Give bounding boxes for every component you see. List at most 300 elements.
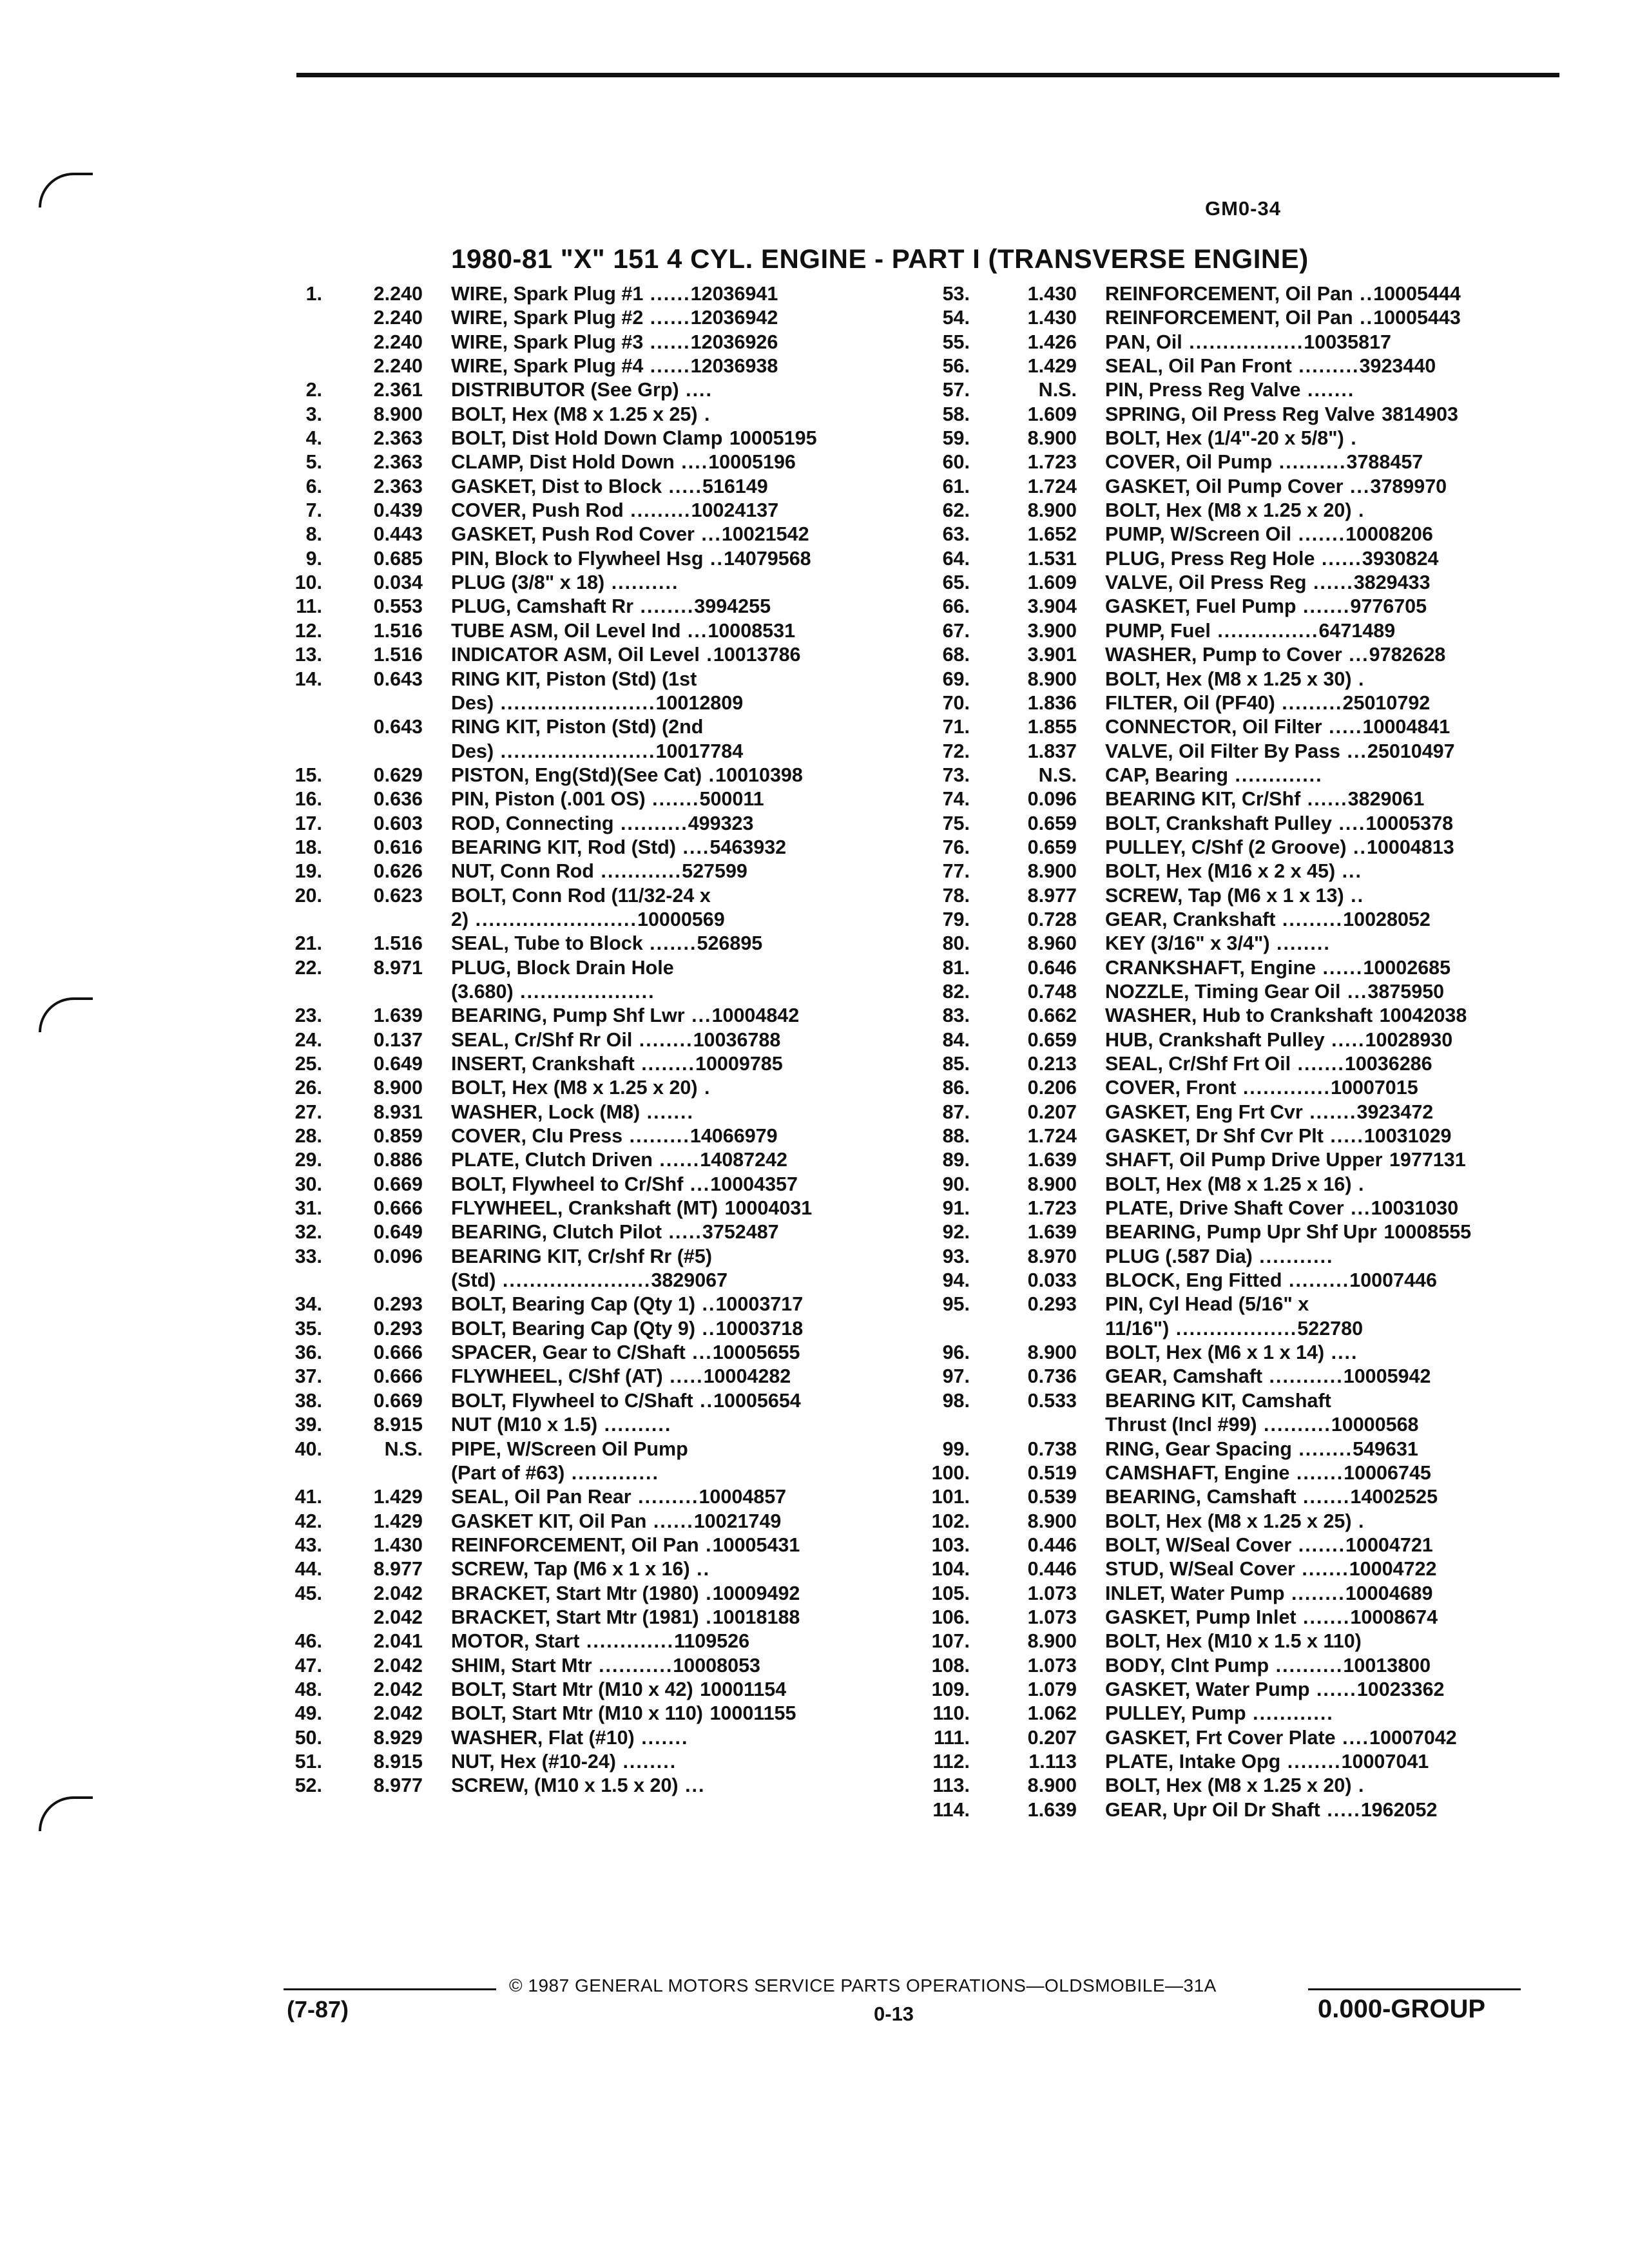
part-detail: Oil Pan	[1280, 307, 1353, 329]
part-description	[1105, 1341, 1556, 1365]
part-number: 522780	[1297, 1317, 1364, 1340]
item-number: 62.	[942, 499, 970, 522]
parts-row	[271, 403, 889, 427]
part-number: 1977131	[1389, 1149, 1466, 1171]
part-number: 10023362	[1356, 1678, 1445, 1700]
part-name: PISTON,	[451, 764, 530, 786]
item-number: 22.	[294, 956, 322, 979]
leader-dots: .	[1351, 1774, 1365, 1797]
item-number: 106.	[931, 1606, 970, 1628]
leader-dots: .....	[662, 1221, 702, 1244]
part-number: 14066979	[689, 1125, 778, 1148]
part-detail: Oil Pan	[573, 1510, 647, 1532]
leader-dots: ............	[593, 860, 682, 883]
leader-dots: ............	[1246, 1702, 1334, 1725]
part-description	[451, 427, 891, 450]
parts-row	[896, 1100, 1553, 1124]
part-number: 3788457	[1346, 451, 1423, 474]
group-number: 8.900	[1027, 1173, 1077, 1195]
group-number: 1.724	[1027, 1125, 1077, 1148]
part-number: 3923472	[1356, 1100, 1434, 1123]
part-description	[451, 1461, 891, 1485]
part-name: REINFORCEMENT,	[451, 1533, 626, 1556]
group-number: 1.113	[1028, 1750, 1077, 1773]
parts-row	[271, 619, 889, 643]
parts-row	[271, 1702, 889, 1725]
item-number: 11.	[296, 595, 322, 618]
part-detail: C/Shf (2 Groove)	[1186, 836, 1347, 858]
item-number: 56.	[942, 355, 970, 378]
group-number: 1.609	[1027, 572, 1077, 594]
part-number: 10036286	[1344, 1053, 1432, 1075]
part-name: SEAL,	[451, 1486, 509, 1508]
part-description	[1105, 740, 1556, 764]
parts-row	[896, 668, 1553, 691]
item-number: 39.	[294, 1414, 322, 1436]
parts-row	[271, 1510, 889, 1533]
part-detail: 11/16")	[1105, 1317, 1170, 1340]
part-name: GASKET,	[1105, 1678, 1191, 1700]
part-description	[451, 1389, 891, 1413]
part-description	[451, 1726, 891, 1750]
part-description	[1105, 1678, 1556, 1702]
parts-row	[896, 499, 1553, 523]
part-name: PLUG,	[451, 956, 512, 979]
group-number: 0.666	[373, 1365, 423, 1388]
part-name: GASKET,	[1105, 475, 1191, 497]
item-number: 25.	[294, 1053, 322, 1075]
parts-row	[271, 1269, 889, 1293]
parts-row	[271, 643, 889, 667]
part-number: 3752487	[702, 1221, 779, 1244]
group-number: 0.207	[1027, 1726, 1077, 1749]
item-number: 44.	[294, 1558, 322, 1581]
part-number: 10031029	[1364, 1125, 1452, 1148]
part-name: COVER,	[451, 1125, 526, 1148]
leader-dots: .	[699, 1533, 713, 1556]
part-number: 10024137	[691, 499, 779, 522]
group-number: 0.886	[373, 1149, 423, 1171]
part-name: PIN,	[451, 788, 490, 811]
leader-dots: ...	[1340, 740, 1367, 762]
group-number: 0.137	[373, 1028, 423, 1051]
group-number: 8.929	[373, 1726, 423, 1749]
part-number: 10008053	[673, 1654, 760, 1677]
parts-row	[271, 1654, 889, 1678]
part-number: 9782628	[1369, 644, 1446, 666]
parts-row	[271, 668, 889, 691]
part-description	[451, 1678, 891, 1702]
part-name: BOLT,	[1105, 860, 1161, 883]
part-number: 10005443	[1373, 307, 1461, 329]
part-description	[1105, 523, 1556, 546]
item-number: 105.	[931, 1582, 970, 1604]
leader-dots: ......	[1309, 1678, 1357, 1700]
part-detail: Tap (M6 x 1 x 13)	[1182, 884, 1344, 907]
part-number: 10005942	[1343, 1365, 1431, 1388]
part-description	[451, 1173, 891, 1196]
item-number: 76.	[942, 836, 970, 858]
item-number: 50.	[294, 1726, 322, 1749]
part-name: GASKET,	[1105, 1606, 1191, 1628]
part-number: 10009785	[695, 1053, 783, 1075]
part-description	[451, 1317, 891, 1341]
group-number: 0.616	[373, 836, 423, 858]
part-number: 25010792	[1342, 691, 1431, 714]
leader-dots: .	[697, 403, 711, 425]
part-detail: W/Seal Cover	[1164, 1558, 1295, 1581]
leader-dots: ......	[652, 1149, 700, 1171]
item-number: 29.	[294, 1149, 322, 1171]
item-number: 110.	[932, 1702, 970, 1725]
part-number: 25010497	[1367, 740, 1455, 762]
parts-row	[271, 1028, 889, 1052]
parts-row	[271, 787, 889, 811]
part-name: SPACER,	[451, 1341, 537, 1364]
part-description	[451, 980, 891, 1004]
parts-row	[271, 1750, 889, 1774]
part-detail: Eng Fitted	[1180, 1269, 1282, 1292]
part-name: STUD,	[1105, 1558, 1164, 1581]
part-name: REINFORCEMENT,	[1105, 307, 1280, 329]
part-name: RING KIT,	[451, 716, 541, 738]
part-number: 10007015	[1330, 1077, 1418, 1099]
group-number: 0.034	[373, 572, 423, 594]
group-number: 0.439	[373, 499, 423, 522]
part-detail: Engine	[1219, 1461, 1290, 1484]
part-number: 12036942	[690, 307, 778, 329]
group-number: 1.429	[373, 1510, 423, 1532]
part-description	[451, 643, 891, 667]
part-detail: Crankshaft Pulley	[1160, 812, 1332, 834]
leader-dots: ..	[695, 1317, 716, 1340]
part-detail: Dist to Block	[536, 475, 662, 497]
parts-row	[896, 812, 1553, 836]
parts-row	[271, 1196, 889, 1220]
parts-row	[271, 1606, 889, 1629]
parts-row	[271, 860, 889, 883]
parts-row	[271, 980, 889, 1004]
parts-row	[896, 740, 1553, 764]
part-name: WIRE,	[451, 283, 508, 305]
item-number: 19.	[294, 860, 322, 883]
part-name: BODY,	[1105, 1654, 1166, 1677]
part-detail: (.587 Dia)	[1159, 1245, 1253, 1267]
part-name: BOLT,	[1105, 1533, 1161, 1556]
parts-row	[896, 450, 1553, 474]
parts-row	[271, 1173, 889, 1196]
part-name: SCREW,	[1105, 884, 1183, 907]
part-number: 516149	[702, 475, 768, 497]
part-name: INSERT,	[451, 1053, 526, 1075]
leader-dots: ......	[1316, 956, 1364, 979]
leader-dots: ...	[678, 1774, 706, 1797]
parts-row	[896, 932, 1553, 956]
part-detail: Des)	[451, 691, 494, 714]
group-number: 2.240	[373, 307, 423, 329]
part-description	[1105, 643, 1556, 667]
part-name: BEARING,	[451, 1004, 548, 1027]
parts-row	[896, 1173, 1553, 1196]
part-name: PIN,	[1105, 379, 1144, 401]
part-description	[451, 1196, 891, 1220]
leader-dots: .......	[1296, 1486, 1351, 1508]
parts-row	[271, 836, 889, 860]
part-description	[451, 1269, 891, 1293]
parts-row	[271, 1100, 889, 1124]
group-number: 2.363	[373, 475, 423, 497]
part-name: BOLT,	[451, 403, 506, 425]
leader-dots: .	[702, 764, 716, 786]
item-number: 70.	[942, 691, 970, 714]
group-number: 1.073	[1027, 1582, 1077, 1604]
part-description	[451, 764, 891, 787]
part-description	[451, 956, 891, 980]
part-description	[1105, 1365, 1556, 1389]
parts-row	[896, 1365, 1553, 1389]
group-number: 0.662	[1027, 1004, 1077, 1027]
part-description	[451, 715, 891, 739]
group-number: 1.516	[373, 932, 423, 955]
item-number: 48.	[294, 1678, 322, 1700]
parts-row	[896, 1293, 1553, 1316]
part-detail: Block to Flywheel Hsg	[489, 547, 704, 570]
part-name: GEAR,	[1105, 1365, 1168, 1388]
part-name: WIRE,	[451, 355, 508, 378]
part-detail: Bearing Cap (Qty 9)	[506, 1317, 696, 1340]
leader-dots: ...	[680, 619, 708, 642]
leader-dots: .	[1351, 1173, 1365, 1195]
item-number: 67.	[942, 619, 970, 642]
part-name: GEAR,	[1105, 1798, 1168, 1821]
part-detail: Frt Cover Plate	[1190, 1726, 1336, 1749]
group-number: 0.293	[373, 1293, 423, 1316]
part-name: PIPE,	[451, 1437, 501, 1460]
part-name: HUB,	[1105, 1028, 1153, 1051]
leader-dots: ......................	[496, 1269, 651, 1292]
leader-dots: ....	[1324, 1341, 1358, 1364]
item-number: 69.	[942, 668, 970, 690]
item-number: 65.	[942, 572, 970, 594]
leader-dots: .............	[564, 1461, 659, 1484]
leader-dots: .	[1351, 668, 1365, 690]
part-description	[1105, 1798, 1556, 1822]
part-name: ROD,	[451, 812, 501, 834]
parts-row	[271, 956, 889, 980]
part-number: 10005444	[1373, 283, 1461, 305]
parts-row	[271, 282, 889, 306]
part-description	[451, 1341, 891, 1365]
part-detail: Camshaft	[1167, 1365, 1263, 1388]
group-number: 0.206	[1027, 1077, 1077, 1099]
part-description	[451, 740, 891, 764]
part-detail: Hex (1/4"-20 x 5/8")	[1160, 427, 1344, 450]
part-description	[1105, 619, 1556, 643]
group-number: 1.609	[1027, 403, 1077, 425]
part-name: BOLT,	[1105, 499, 1161, 522]
leader-dots: ......	[643, 331, 691, 353]
part-number: 12036941	[690, 283, 778, 305]
part-detail: Rod (Std)	[582, 836, 677, 858]
leader-dots: .........	[622, 1125, 690, 1148]
part-number: 10004722	[1349, 1558, 1437, 1581]
part-description	[451, 403, 891, 427]
part-description	[451, 691, 891, 715]
group-number: 1.073	[1027, 1654, 1077, 1677]
part-name: CAMSHAFT,	[1105, 1461, 1219, 1484]
item-number: 64.	[942, 547, 970, 570]
item-number: 57.	[942, 379, 970, 401]
item-number: 40.	[294, 1437, 322, 1460]
part-description	[1105, 787, 1556, 811]
group-number: 0.649	[373, 1053, 423, 1075]
part-description	[1105, 715, 1556, 739]
part-description	[451, 547, 891, 571]
part-number: 10008555	[1383, 1221, 1472, 1244]
leader-dots: ..	[695, 1293, 716, 1316]
part-detail: (M10 x 1.5)	[491, 1414, 598, 1436]
part-description	[1105, 1173, 1556, 1196]
part-description	[1105, 1100, 1556, 1124]
part-description	[1105, 1196, 1556, 1220]
group-number: 2.240	[373, 331, 423, 353]
part-detail: Tube to Block	[508, 932, 643, 955]
leader-dots: ......	[1315, 547, 1362, 570]
parts-row	[896, 764, 1553, 787]
parts-row	[896, 1269, 1553, 1293]
part-name: PULLEY,	[1105, 836, 1186, 858]
leader-dots	[1375, 403, 1382, 425]
leader-dots: ........................	[468, 908, 637, 930]
group-number: 8.970	[1027, 1245, 1077, 1267]
part-name: PUMP,	[1105, 619, 1165, 642]
leader-dots	[722, 427, 729, 449]
part-description	[451, 1437, 891, 1461]
group-number: 2.042	[373, 1606, 423, 1628]
part-detail: Crankshaft Pulley	[1153, 1028, 1325, 1051]
part-description	[451, 908, 891, 932]
group-number: 8.931	[373, 1100, 423, 1123]
item-number: 55.	[942, 331, 970, 353]
part-detail: Pump Shf Lwr	[547, 1004, 685, 1027]
part-detail: Camshaft Rr	[511, 595, 634, 618]
parts-column-left	[271, 282, 889, 1798]
part-name: BOLT,	[451, 1678, 506, 1700]
group-number: 2.042	[373, 1654, 423, 1677]
part-detail: Bearing	[1149, 764, 1228, 786]
part-name: BOLT,	[1105, 1630, 1161, 1653]
part-name: NUT,	[451, 860, 495, 883]
part-description	[451, 571, 891, 595]
part-detail: Camshaft	[1236, 1389, 1331, 1412]
part-description	[451, 1557, 891, 1581]
leader-dots: ......	[643, 355, 691, 378]
part-number: 10005655	[712, 1341, 800, 1364]
part-detail: (3/16" x 3/4")	[1145, 932, 1270, 955]
leader-dots: .	[1351, 499, 1365, 522]
item-number: 16.	[294, 788, 322, 811]
part-name: NUT,	[451, 1750, 495, 1773]
leader-dots: ....................	[513, 980, 655, 1003]
parts-row	[271, 1341, 889, 1365]
part-name: PLATE,	[451, 1149, 520, 1171]
part-description	[1105, 331, 1556, 354]
group-number: 1.639	[373, 1004, 423, 1027]
part-name: BRACKET,	[451, 1606, 551, 1628]
leader-dots: ......	[643, 283, 691, 305]
parts-row	[271, 932, 889, 956]
item-number: 26.	[294, 1077, 322, 1099]
group-number: 0.659	[1027, 836, 1077, 858]
leader-dots	[693, 1678, 700, 1700]
leader-dots: .....	[1323, 1125, 1364, 1148]
parts-row	[271, 547, 889, 571]
item-number: 82.	[942, 980, 970, 1003]
item-number: 103.	[931, 1533, 970, 1556]
parts-row	[896, 715, 1553, 739]
parts-row	[271, 306, 889, 330]
part-number: 10008206	[1345, 523, 1433, 546]
leader-dots: ....	[674, 451, 709, 474]
group-number: 0.533	[1027, 1389, 1077, 1412]
part-detail: Eng Frt Cvr	[1190, 1100, 1303, 1123]
leader-dots: ....	[1335, 1726, 1369, 1749]
parts-row	[896, 908, 1553, 932]
part-description	[1105, 1510, 1556, 1533]
part-description	[1105, 836, 1556, 860]
binder-hole-mark	[39, 173, 93, 207]
item-number: 72.	[942, 740, 970, 762]
part-name: BEARING,	[1105, 1486, 1202, 1508]
part-name: SHAFT,	[1105, 1149, 1174, 1171]
item-number: 23.	[294, 1004, 322, 1027]
group-number: 0.659	[1027, 1028, 1077, 1051]
item-number: 31.	[294, 1197, 322, 1220]
part-detail: Front	[1180, 1077, 1237, 1099]
part-name: NOZZLE,	[1105, 980, 1190, 1003]
part-detail: Spark Plug #3	[508, 331, 644, 353]
item-number: 80.	[942, 932, 970, 955]
parts-row	[271, 354, 889, 378]
group-number: 0.685	[373, 547, 423, 570]
part-name: COVER,	[1105, 451, 1181, 474]
group-number: 1.430	[1027, 307, 1077, 329]
part-number: 10007042	[1369, 1726, 1457, 1749]
parts-row	[896, 1389, 1553, 1413]
group-number: 0.033	[1027, 1269, 1077, 1292]
item-number: 107.	[931, 1630, 970, 1653]
group-number: 0.446	[1027, 1558, 1077, 1581]
part-number: 3829061	[1347, 788, 1425, 811]
leader-dots: ..	[703, 547, 724, 570]
part-name: SEAL,	[451, 932, 509, 955]
leader-dots: .......	[1302, 1100, 1357, 1123]
part-detail: Oil Pump Cover	[1190, 475, 1344, 497]
parts-row	[271, 427, 889, 450]
part-name: PLUG,	[451, 595, 512, 618]
parts-row	[896, 643, 1553, 667]
item-number: 89.	[942, 1149, 970, 1171]
part-detail: (See Grp)	[584, 379, 679, 401]
leader-dots: .	[697, 1077, 711, 1099]
leader-dots: ...	[684, 1004, 712, 1027]
item-number: 54.	[942, 307, 970, 329]
item-number: 13.	[294, 644, 322, 666]
part-number: 10012809	[655, 691, 744, 714]
part-detail: Dist Hold Down Clamp	[506, 427, 723, 450]
part-description	[1105, 1076, 1556, 1100]
part-description	[1105, 860, 1556, 883]
